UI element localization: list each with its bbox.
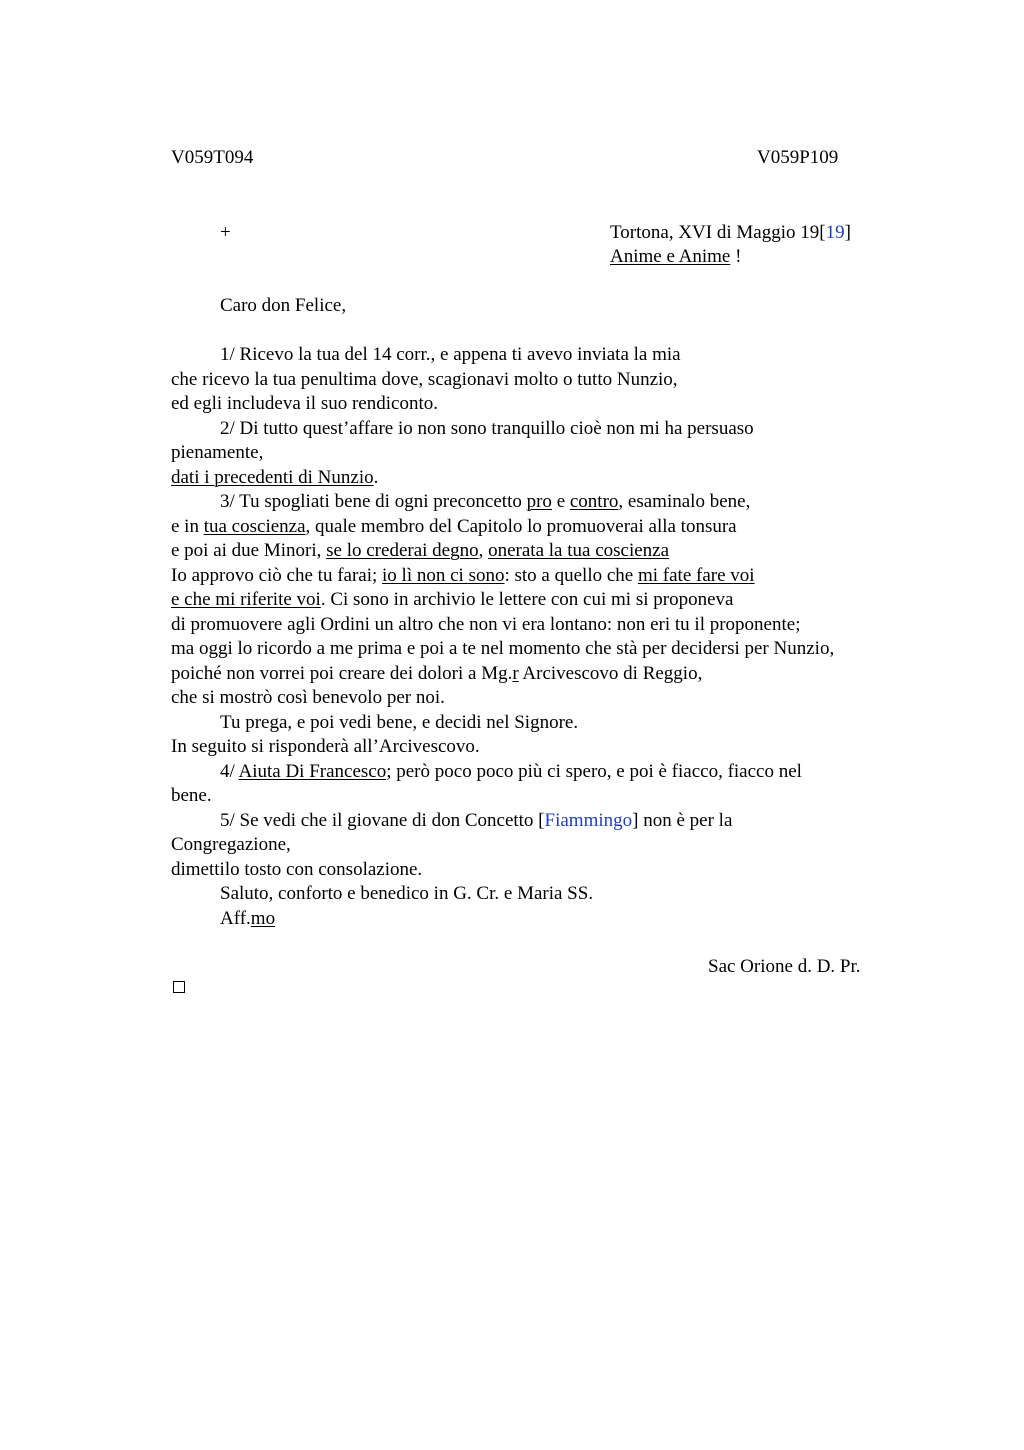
underlined-phrase: contro [569, 491, 619, 512]
body-line [171, 490, 931, 515]
signature: Sac Orione d. D. Pr. [708, 956, 861, 977]
body-line: Saluto, conforto e benedico in G. Cr. e Maria SS. [220, 883, 594, 904]
text-span: . [373, 466, 379, 488]
text-span: ] non è per la [632, 809, 733, 831]
body-line [171, 907, 931, 932]
text-span: e in [171, 515, 204, 537]
motto-tail: ! [730, 246, 742, 267]
underlined-phrase: tua coscienza [203, 515, 306, 537]
text-span: : sto a quello che [504, 564, 638, 586]
underlined-phrase: mi fate fare voi [637, 564, 755, 586]
body-line: bene. [171, 785, 212, 806]
body-line: di promuovere agli Ordini un altro che non vi era lontano: non eri tu il proponente; [171, 613, 801, 635]
body-line: 1/ Ricevo la tua del 14 corr., e appena ti avevo inviata la mia [220, 344, 681, 365]
text-span: . Ci sono in archivio le lettere con cui mi si proponeva [320, 589, 734, 610]
body-line [171, 588, 931, 613]
body-line: ed egli includeva il suo rendiconto. [171, 393, 438, 414]
underlined-phrase: e che mi riferite voi [171, 589, 321, 610]
body-line [171, 466, 931, 491]
header-left-code: V059T094 [171, 147, 254, 168]
body-line: 2/ Di tutto quest’affare io non sono tranquillo cioè non mi ha persuaso [220, 417, 754, 439]
bracket-close: ] [844, 222, 851, 243]
text-span: Io approvo ciò che tu farai; [171, 564, 383, 586]
place-date [610, 221, 851, 245]
year-suffix: 19 [825, 222, 845, 243]
underlined-phrase: se lo crederai degno [326, 540, 479, 561]
body-line: Tu prega, e poi vedi bene, e decidi nel Signore. [220, 711, 579, 733]
text-span: , [478, 540, 489, 561]
body-line [171, 515, 931, 540]
text-span: e poi ai due Minori, [171, 540, 327, 561]
body-line [171, 662, 931, 687]
cross-mark: + [220, 222, 231, 243]
underlined-phrase: io lì non ci sono [382, 564, 505, 586]
body-line: che si mostrò così benevolo per noi. [171, 687, 445, 708]
motto-text: Anime e Anime [610, 246, 731, 267]
text-span: 5/ Se vedi che il giovane di don Concetto [ [220, 809, 545, 831]
letter-body [171, 343, 931, 931]
text-span: e [551, 491, 570, 512]
body-line [171, 760, 931, 785]
motto [610, 245, 741, 269]
body-line: pienamente, [171, 442, 264, 463]
underlined-phrase: r [512, 662, 519, 684]
underlined-phrase: onerata la tua coscienza [488, 540, 670, 561]
underlined-phrase: mo [250, 907, 276, 929]
text-span: , esaminalo bene, [618, 491, 751, 512]
text-span: , quale membro del Capitolo lo promuoverai alla tonsura [305, 515, 737, 537]
text-span: Aff. [220, 907, 251, 929]
text-span: ; però poco poco più ci spero, e poi è fiacco, fiacco nel [386, 760, 802, 782]
text-span: 3/ Tu spogliati bene di ogni preconcetto [220, 491, 527, 512]
salutation: Caro don Felice, [220, 295, 347, 316]
underlined-phrase: Aiuta Di Francesco [238, 760, 387, 782]
body-line [171, 539, 931, 564]
underlined-phrase: pro [526, 491, 552, 512]
body-line [171, 809, 931, 834]
end-square-icon [173, 981, 185, 993]
underlined-phrase: dati i precedenti di Nunzio [171, 466, 374, 488]
header-right-code: V059P109 [757, 147, 839, 168]
body-line: ma oggi lo ricordo a me prima e poi a te nel momento che stà per decidersi per Nunzio, [171, 638, 835, 659]
body-line: In seguito si risponderà all’Arcivescovo. [171, 736, 480, 757]
place-date-text: Tortona, XVI di Maggio 19 [610, 222, 820, 243]
text-span: 4/ [220, 760, 239, 782]
editor-note-name: Fiammingo [544, 809, 633, 831]
text-span: Arcivescovo di Reggio, [518, 662, 703, 684]
body-line: Congregazione, [171, 834, 291, 855]
text-span: poiché non vorrei poi creare dei dolori a Mg. [171, 662, 513, 684]
body-line: che ricevo la tua penultima dove, scagionavi molto o tutto Nunzio, [171, 368, 678, 390]
body-line: dimettilo tosto con consolazione. [171, 858, 423, 880]
bracket-open: [ [819, 222, 826, 243]
body-line [171, 564, 931, 589]
